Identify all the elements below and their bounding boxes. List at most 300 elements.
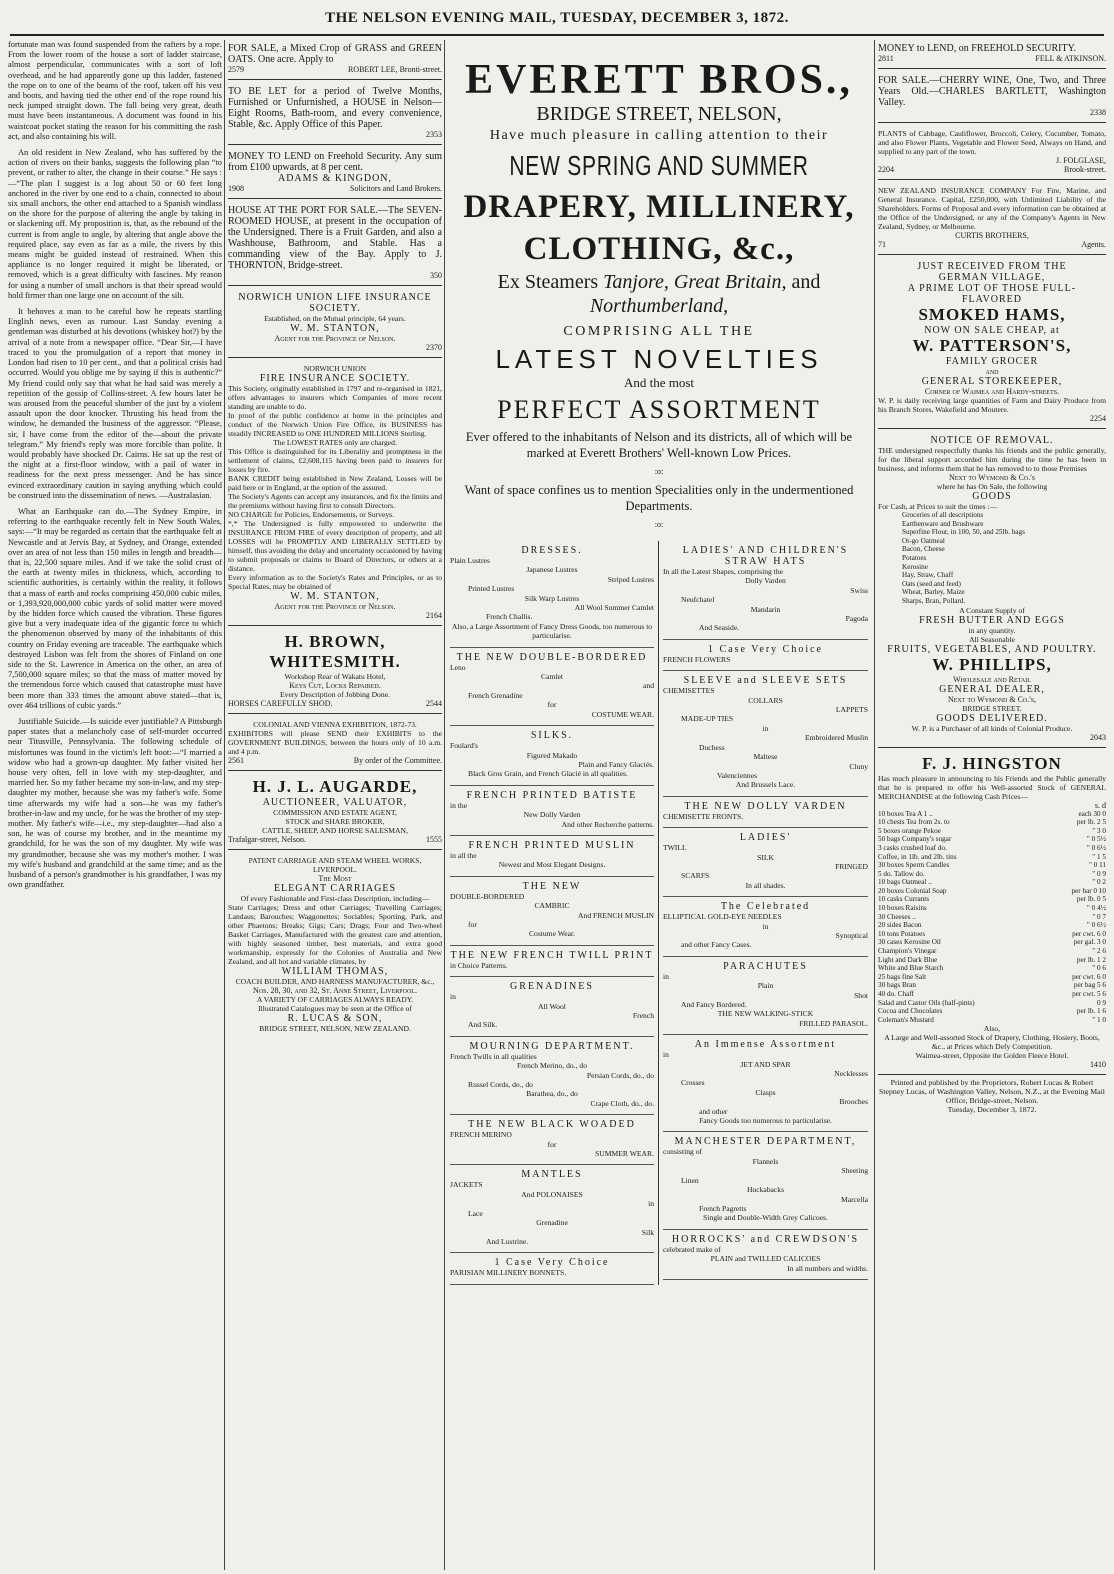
department-item: Foulard's xyxy=(450,741,478,751)
department-item: FRENCH MERINO xyxy=(450,1130,512,1140)
price-value: per cwt. 6 0 xyxy=(1072,972,1106,981)
department-heading: THE NEW FRENCH TWILL PRINT xyxy=(450,949,654,961)
price-row xyxy=(878,990,1106,999)
department-item: CAMBRIC xyxy=(534,901,570,911)
price-item: 40 do. Chaff xyxy=(878,990,915,998)
advert-number: 2561 xyxy=(228,756,244,765)
department-heading: The Celebrated xyxy=(720,901,811,913)
advert-role: GENERAL DEALER, xyxy=(939,683,1045,695)
advert-patterson xyxy=(878,258,1106,429)
advert-heading: NEW SPRING AND SUMMER xyxy=(509,150,809,181)
department-item: Linen xyxy=(681,1175,699,1185)
department-item: Barathea, do., do xyxy=(526,1089,578,1099)
advert-title: NORWICH UNION xyxy=(303,364,367,373)
goods-item: Wheat, Barley, Maize xyxy=(902,588,965,597)
price-row xyxy=(878,810,1106,819)
goods-item: Superfine Flour, in 100, 50, and 25lb. bags xyxy=(902,528,1025,537)
advert-heading: CLOTHING, &c., xyxy=(523,231,795,267)
price-value: " 0 5½ xyxy=(1086,835,1106,844)
department-item: French Pagretts xyxy=(699,1203,747,1213)
advert-number: 2579 xyxy=(228,65,244,74)
advert-number: 2204 xyxy=(878,165,894,174)
department-item: In all numbers and widths. xyxy=(787,1263,868,1273)
advert-text: In proof of the public confidence at home in the principles and conduct of the Norwich Union Fire Office, its BUSINESS has steadily INCREASED to ONE HUNDRED MILLIONS Sterling. xyxy=(228,411,442,438)
department-item: And other Recherche patterns. xyxy=(561,819,654,829)
price-value: " 0 7 xyxy=(1092,912,1106,921)
price-row xyxy=(878,981,1106,990)
price-item: 5 boxes orange Pekoe xyxy=(878,826,941,835)
advert-text: The LOWEST RATES only are charged. xyxy=(273,438,397,447)
advert-text: GERMAN VILLAGE, xyxy=(938,272,1046,283)
department-item: All Wool Summer Camlet xyxy=(574,603,654,613)
department-item: Brooches xyxy=(839,1097,868,1107)
advert-nz-insurance xyxy=(878,183,1106,255)
department-item: PARISIAN MILLINERY BONNETS. xyxy=(450,1268,567,1278)
price-value: " 0 6½ xyxy=(1086,843,1106,852)
advert-title: FIRE INSURANCE SOCIETY. xyxy=(259,373,411,384)
advert-text: NOW ON SALE CHEAP, at xyxy=(924,325,1060,336)
advert-address: Corner of Waimea and Hardy-streets. xyxy=(924,387,1060,396)
department-item: consisting of xyxy=(663,1147,703,1157)
price-value: " 2 6 xyxy=(1092,947,1106,956)
departments xyxy=(446,541,872,1285)
price-value: " 0 2 xyxy=(1092,878,1106,887)
department-item: celebrated make of xyxy=(663,1244,721,1254)
advert-column xyxy=(228,40,442,1570)
department-item: and other Fancy Cases. xyxy=(681,940,752,950)
department-block xyxy=(450,541,654,648)
advert-text: Workshop Rear of Wakatu Hotel, xyxy=(284,672,386,681)
advert-heading: DRAPERY, MILLINERY, xyxy=(463,189,855,225)
advert-text: Wholesale and Retail xyxy=(953,674,1031,684)
department-heading: LADIES' xyxy=(739,832,792,844)
price-row xyxy=(878,887,1106,896)
article-paragraph: An old resident in New Zealand, who has suffered by the action of rivers on their banks, suggests the following plan “to prevent, or rather to alter, the change in their course.” He says :—“The plan I suggest is a log about 50 or 60 feet long anchored in the river by one end to a chain, connected to about six small anchors, the other end attached to a Spanish windlass on the shore for the purpose of altering the angle by taking in or slackening off. My proposition is, that, as the rebound of the current is from angle to angle, by altering that angle above the required place, say even as far as a mile, the rivers by this means might be guided instead of restrained. When this appliance is no longer required it might be liberated, or removed, which is a great difficulty with fascines. My reason for using a number of small anchors is that their spread would hold firmer than one large one on account of the silt. xyxy=(8,148,222,300)
department-item: French xyxy=(632,1011,654,1020)
advert-augarde xyxy=(228,774,442,850)
department-item: Duchess xyxy=(699,742,725,752)
department-item: Silk Warp Lustres xyxy=(524,593,580,603)
advert-name: W. M. STANTON, xyxy=(290,323,380,334)
department-item: And Silk. xyxy=(468,1020,498,1030)
department-item: for xyxy=(468,919,477,929)
advert-title: ELEGANT CARRIAGES xyxy=(273,883,397,894)
advert-text: Every information as to the Society's Rates and Principles, or as to Special Rates, may be obtained of xyxy=(228,573,442,591)
advert-text: A PRIME LOT OF THOSE FULL-FLAVORED xyxy=(907,283,1077,305)
department-item: in the xyxy=(450,800,468,810)
advert-text: and xyxy=(985,367,999,376)
department-block xyxy=(663,1230,868,1280)
advert-title: PATENT CARRIAGE AND STEAM WHEEL WORKS, LIVERPOOL. xyxy=(248,856,422,874)
column-divider xyxy=(874,40,875,1570)
price-row xyxy=(878,844,1106,853)
department-heading: DRESSES. xyxy=(521,545,583,556)
price-item: 10 tons Potatoes xyxy=(878,929,926,938)
department-block xyxy=(450,648,654,726)
department-item: ELLIPTICAL GOLD-EYE NEEDLES xyxy=(663,912,782,922)
advert-name: R. LUCAS & SON, xyxy=(287,1013,383,1024)
department-item: Maltese xyxy=(753,752,778,762)
department-item: Pagoda xyxy=(845,614,868,624)
price-value: " 1 0 xyxy=(1092,1015,1106,1024)
price-item: 20 boxes Colonial Soap xyxy=(878,886,947,895)
departments-right xyxy=(659,541,872,1285)
advert-number: 2254 xyxy=(1090,414,1106,423)
advert-heading: PERFECT ASSORTMENT xyxy=(497,395,821,424)
advert-text: All Seasonable xyxy=(969,634,1015,644)
department-item: in Choice Patterns. xyxy=(450,960,508,970)
department-item: FRINGED xyxy=(835,861,868,871)
department-item: And Fancy Bordered. xyxy=(681,1000,747,1009)
ornament: :o: xyxy=(654,467,664,476)
advert-text: Illustrated Catalogues may be seen at the Office of xyxy=(258,1004,412,1013)
imprint-date: Tuesday, December 3, 1872. xyxy=(947,1105,1037,1115)
advert-text: A VARIETY OF CARRIAGES ALWAYS READY. xyxy=(256,995,414,1004)
article-paragraph: Justifiable Suicide.—Is suicide ever justifiable? A Pittsburgh paper states that a melancholy case of self-murder occurred near Titusville, Pennsylvania. The following schedule of misfortunes was found in the victim's left boot:—“I married a widow who had a grown-up daughter. My father visited her house very often, fell in love with my step-daughter, and married her. So my father became my son-in-law, and my step-daughter my mother, because she was my father's wife. Some time afterwards my wife had a son—he was my father's brother-in-law and my uncle, for he was the brother of my step-mother. My father's wife—i.e., my step-daughter—had also a son, he was of course my brother, and in the meantime my grandchild, for he was the son of my daughter. My wife was my grandmother, because she was my mother's mother. I was my wife's husband and grandchild at the same time; and as the husband of a person's grandmother is his grandfather, I was my own grandfather. xyxy=(8,717,222,890)
advert-text: The Society's Agents can accept any insurances, and fix the limits and the premiums without having first to consult Directors. xyxy=(228,492,442,510)
advert-text: W. P. is daily receiving large quantities of Farm and Dairy Produce from his Branch Stores, Wakefield and Moutere. xyxy=(878,396,1106,414)
price-item: White and Blue Starch xyxy=(878,964,944,973)
price-item: 5 do. Tallow do. xyxy=(878,869,925,878)
advert-text: Next to Wymond & Co.'s xyxy=(948,473,1036,482)
price-item: Coffee, in 1lb. and 2lb. tins xyxy=(878,852,957,861)
masthead: THE NELSON EVENING MAIL, TUESDAY, DECEMBER 3, 1872. xyxy=(325,10,789,26)
advert-name: J. FOLGLASE, xyxy=(1055,156,1106,165)
department-item: And POLONAISES xyxy=(521,1189,583,1199)
price-item: 30 boxes Sperm Candles xyxy=(878,861,950,870)
price-value: per cwt. 6 0 xyxy=(1072,929,1106,938)
advert-text: THE undersigned respectfully thanks his friends and the public generally, for the liberal support accorded him during the time he has been in business, and informs them that he has removed to to those Premises xyxy=(878,446,1106,473)
department-item: Clasps xyxy=(755,1087,776,1097)
column-divider xyxy=(224,40,225,1570)
advert-address: BRIDGE STREET, NELSON, xyxy=(536,103,782,125)
department-item: Japanese Lustres xyxy=(526,565,578,575)
department-block xyxy=(450,977,654,1037)
goods-item: Potatoes xyxy=(902,553,927,562)
department-item: JACKETS xyxy=(450,1180,483,1190)
price-value: per lb. 1 2 xyxy=(1076,955,1106,964)
advert-column xyxy=(878,40,1106,1570)
price-row xyxy=(878,1016,1106,1025)
advert-number: 71 xyxy=(878,240,886,249)
price-row xyxy=(878,835,1106,844)
advert-title: NOTICE OF REMOVAL. xyxy=(930,435,1054,446)
price-value: " 3 0 xyxy=(1092,826,1106,835)
price-item: 10 boxes Tea A 1 .. xyxy=(878,809,933,818)
advert-text: A Constant Supply of xyxy=(959,605,1025,615)
department-item: in xyxy=(663,1050,669,1060)
advert-title: NORWICH UNION LIFE INSURANCE SOCIETY. xyxy=(238,292,432,314)
advert-text: By order of the Committee. xyxy=(353,756,442,765)
department-heading: 1 Case Very Choice xyxy=(708,643,823,655)
advert-text: This Office is distinguished for its Liberality and promptness in the settlement of claims, £2,608,115 having been paid to insurers for losses by fire. xyxy=(228,447,442,474)
department-heading: PARACHUTES xyxy=(723,960,808,972)
advert-money-to-lend xyxy=(228,148,442,199)
department-item: JET AND SPAR xyxy=(740,1059,791,1069)
advert-number: 2043 xyxy=(1090,732,1106,742)
department-item: in all the xyxy=(450,850,477,860)
advert-text: where he has On Sale, the following xyxy=(936,482,1048,491)
price-row xyxy=(878,895,1106,904)
advert-text: HORSES CAREFULLY SHOD. xyxy=(228,699,333,708)
department-item: Fancy Goods too numerous to particularise. xyxy=(699,1116,832,1126)
department-item: All Wool xyxy=(538,1001,566,1011)
price-item: Cocoa and Chocolates xyxy=(878,1007,943,1016)
advert-address: Next to Wymond & Co.'s, xyxy=(947,694,1037,704)
department-heading: An Immense Assortment xyxy=(694,1039,837,1051)
advert-text: This Society, originally established in 1797 and re-organised in 1821, offers advantages to insurers which Companies of more recent standing are unable to do. xyxy=(228,384,442,411)
advert-text: PLANTS of Cabbage, Cauliflower, Broccoli, Celery, Cucumber, Tomato, and also Flower Plants, Vegetable and Flower Seed, Always on Hand, and supplied to any part of the town. xyxy=(878,129,1106,156)
article-paragraph: What an Earthquake can do.—The Sydney Empire, in referring to the earthquake recently felt in New South Wales, says:—“It may be regarded as certain that the earthquake felt at Newcastle and at Jervis Bay, at Sydney, and Orange, extended over an area of not less than 150 miles in length and breadth—that is, 22,500 square miles. And if we take the solid crust of the earth at twenty miles in thickness, which, according to scientific authorities, is certainly within the reality, it follows that a mass of earth and rocks comprising 450,000 cubic miles, or 1,393,920,000,000 cubic yards of solid matter were moved by the hidden force which caused the vibration. These figures give but a very inadequate idea of the gigantic force to which the phenomenon observed by many of the inhabitants of this country on Friday evening are traceable. The earthquake which destroyed Lisbon was felt from the shores of Finland on one side to the St. Lawrence in America on the other, an area of 7,500,000 square miles; so that the mass of matter moved by the tremendous force which caused that catastrophe must have been more than 333 times the amount above stated—that is, over 464 trillions of cubic yards.” xyxy=(8,506,222,710)
advert-name: FELL & ATKINSON. xyxy=(1035,54,1106,63)
department-block xyxy=(663,1132,868,1229)
department-item: FRENCH FLOWERS xyxy=(663,654,731,664)
price-item: Champion's Vinegar xyxy=(878,947,937,956)
department-heading: HORROCKS' and CREWDSON'S xyxy=(671,1233,860,1245)
department-block xyxy=(663,828,868,897)
price-item: 3 casks crushed loaf do. xyxy=(878,843,947,852)
advert-money-to-lend xyxy=(878,40,1106,69)
department-item: COSTUME WEAR. xyxy=(591,709,654,719)
price-item: 10 chests Tea from 2s. to xyxy=(878,818,950,827)
department-item: Synoptical xyxy=(835,930,868,940)
department-heading: FRENCH PRINTED BATISTE xyxy=(466,789,638,801)
department-item: Necklesses xyxy=(834,1069,868,1079)
ship-names: Northumberland, xyxy=(589,295,729,317)
department-item: Leno xyxy=(450,662,466,672)
price-item: 10 boxes Raisins xyxy=(878,904,927,913)
department-item: New Dolly Varden xyxy=(523,810,581,820)
advert-carriages xyxy=(228,853,442,1038)
department-heading: MANTLES xyxy=(521,1169,583,1181)
advert-name: W. M. STANTON, xyxy=(290,591,380,602)
department-block xyxy=(450,726,654,786)
department-heading: THE NEW DOUBLE-BORDERED xyxy=(456,651,648,663)
advert-text: For Cash, at Prices to suit the times :— xyxy=(878,502,998,511)
price-value: per lb. 2 5 xyxy=(1076,818,1106,827)
department-item: THE NEW WALKING-STICK xyxy=(717,1009,814,1019)
department-item: Costume Wear. xyxy=(528,929,576,939)
department-item: Plain xyxy=(757,981,774,991)
advert-text: GOODS DELIVERED. xyxy=(936,712,1048,724)
department-item: MADE-UP TIES xyxy=(681,714,734,724)
imprint-text: Printed and published by the Proprietors, Robert Lucas & Robert Stepney Lucas, of Washington Valley, Nelson, N.Z., at the Evening Mail Office, Bridge-street, Nelson. xyxy=(879,1078,1105,1106)
advert-notice-of-removal xyxy=(878,432,1106,748)
goods-item: Kerosine xyxy=(902,562,928,571)
department-heading: SILKS. xyxy=(530,730,574,742)
advert-number: 2370 xyxy=(426,343,442,352)
advert-text: W. P. is a Purchaser of all kinds of Colonial Produce. xyxy=(911,723,1073,733)
advert-number: 1410 xyxy=(1090,1060,1106,1070)
advert-text: The Most xyxy=(318,874,352,883)
article-paragraph: fortunate man was found suspended from the rafters by a rope. From the lower room of the house a sort of ladder staircase, almost perpendicular, communicates with a sort of loft overhead, and he had apparently gone up this ladder, fastened the rope on to one of the beams of the roof, taken off his vest and boots, and having tied the other end of the rope round his neck jumped straight down. The fall being very great, death must have been instantaneous. A document was found in his waistcoat pocket stating the reason for his committing the rash act, and also containing his will. xyxy=(8,40,222,141)
price-row xyxy=(878,913,1106,922)
advert-number: 2544 xyxy=(426,699,442,708)
advert-title: H. BROWN, WHITESMITH. xyxy=(269,632,401,671)
advert-text xyxy=(446,270,872,318)
department-item: And Brussels Lace. xyxy=(735,780,796,790)
department-item: and xyxy=(643,681,654,691)
advert-text: Established, on the Mutual principle, 64 years. xyxy=(264,314,406,323)
department-item: Grenadine xyxy=(536,1218,568,1228)
department-item: Valenciennes xyxy=(717,770,758,780)
advert-text: in any quantity. xyxy=(968,625,1016,635)
department-block xyxy=(450,946,654,977)
department-heading: SLEEVE and SLEEVE SETS xyxy=(683,675,848,687)
department-item: Single and Double-Width Grey Calicoes. xyxy=(703,1213,828,1223)
department-item: TWILL xyxy=(663,843,687,853)
advert-norwich-fire xyxy=(228,361,442,626)
department-item: Marcella xyxy=(841,1194,868,1204)
department-block xyxy=(450,1037,654,1115)
department-item: CHEMISETTES xyxy=(663,686,715,696)
price-item: Salad and Castor Oils (half-pints) xyxy=(878,998,975,1007)
advert-whitesmith xyxy=(228,629,442,714)
advert-text: Also, xyxy=(983,1024,1001,1034)
advert-address: Waimea-street, Opposite the Golden Fleece Hotel. xyxy=(915,1051,1069,1061)
price-row xyxy=(878,1007,1106,1016)
advert-title: EVERETT BROS., xyxy=(465,57,853,103)
price-row xyxy=(878,870,1106,879)
price-item: 50 bags Company's sugar xyxy=(878,835,952,844)
news-column xyxy=(8,40,222,1570)
price-row xyxy=(878,818,1106,827)
department-item: In all shades. xyxy=(745,880,786,890)
advert-heading: LATEST NOVELTIES xyxy=(495,344,823,374)
department-item: in xyxy=(762,921,769,931)
advert-text: HOUSE AT THE PORT FOR SALE.—The SEVEN-ROOMED HOUSE, at present in the occupation of the Undersigned. There is a Fruit Garden, and also a Washhouse, Bathroom, and Stable. Has a commanding view of the Bay. Apply to J. THORNTON, Bridge-street. xyxy=(228,205,442,271)
department-item: FRILLED PARASOL. xyxy=(799,1018,868,1028)
advert-heading: FRUITS, VEGETABLES, AND POULTRY. xyxy=(887,643,1097,655)
department-item: Sheeting xyxy=(841,1166,868,1176)
ornament: :o: xyxy=(654,520,664,529)
price-row xyxy=(878,964,1106,973)
department-heading: GRENADINES xyxy=(510,981,594,993)
price-item: Coleman's Mustard xyxy=(878,1015,934,1024)
advert-name: W. PATTERSON'S, xyxy=(912,336,1072,355)
department-item: in xyxy=(450,992,456,1002)
advert-number: 350 xyxy=(430,271,442,280)
department-item: Also, a Large Assortment of Fancy Dress Goods, too numerous to particularise. xyxy=(451,621,653,641)
department-item: In all the Latest Shapes, comprising the xyxy=(663,567,783,576)
advert-role: Solicitors and Land Brokers. xyxy=(350,184,442,193)
department-block xyxy=(663,797,868,828)
advert-house-for-sale xyxy=(228,202,442,286)
advert-text: Keys Cut, Locks Repaired. xyxy=(289,681,381,690)
department-item: COLLARS xyxy=(748,695,783,705)
advert-exhibition xyxy=(228,717,442,771)
department-heading: FRENCH PRINTED MUSLIN xyxy=(468,839,636,851)
department-item: LAPPETS xyxy=(835,705,868,715)
price-item: 10 casks Currants xyxy=(878,895,930,904)
department-heading: THE NEW BLACK WOADED xyxy=(468,1119,636,1131)
department-block xyxy=(663,541,868,640)
advert-text: *,* The Undersigned is fully empowered to underwrite the INSURANCE FROM FIRE of every description of property, and all LOSSES will be PROMPTLY AND LIBERALLY SETTLED by himself, thus avoiding the delay and uncertainty occasioned by having to submit proposals or claims to Board of Directors, or others at a distance. xyxy=(228,519,442,573)
price-item: 25 bags fine Salt xyxy=(878,972,927,981)
everett-bros-advert xyxy=(446,40,872,1570)
price-row xyxy=(878,938,1106,947)
department-heading: LADIES' AND CHILDREN'S STRAW HATS xyxy=(682,545,849,567)
goods-item: Oats (seed and feed) xyxy=(902,579,961,588)
department-item: SCARFS xyxy=(681,871,710,881)
advert-text: AUCTIONEER, VALUATOR, xyxy=(262,797,408,808)
imprint xyxy=(878,1078,1106,1114)
price-value: per lb. 0 5 xyxy=(1076,895,1106,904)
advert-text: Every Description of Jobbing Done. xyxy=(280,690,390,699)
department-item: in xyxy=(762,723,769,733)
department-item: Mandarin xyxy=(750,604,781,614)
advert-text: and xyxy=(791,271,821,293)
advert-text: Ever offered to the inhabitants of Nelson and its districts, all of which will be marked at Everett Brothers' Well-known Low Prices. xyxy=(465,430,853,460)
department-item: Black Gros Grain, and French Glacié in all qualities. xyxy=(468,769,628,779)
advert-text: TO BE LET for a period of Twelve Months, Furnished or Unfurnished, a HOUSE in Nelson—Eight Rooms, Bath-room, and every convenience, Stable, &c. Apply Office of this Paper. xyxy=(228,86,442,130)
department-item: DOUBLE-BORDERED xyxy=(450,891,525,901)
department-item: French Challis. xyxy=(486,612,533,622)
advert-role: FAMILY GROCER xyxy=(945,356,1039,367)
advert-text: COMMISSION AND ESTATE AGENT, xyxy=(273,808,397,817)
department-item: Flannels xyxy=(752,1156,779,1166)
advert-text: MONEY to LEND, on FREEHOLD SECURITY. xyxy=(878,43,1077,54)
department-item: SILK xyxy=(757,852,774,862)
department-item: Plain and Fancy Glaciés. xyxy=(578,759,654,769)
advert-text: CATTLE, SHEEP, AND HORSE SALESMAN, xyxy=(262,826,408,835)
advert-text: A Large and Well-assorted Stock of Drapery, Clothing, Hosiery, Boots, &c., at Prices which Defy Competition. xyxy=(884,1033,1100,1052)
advert-name: WILLIAM THOMAS, xyxy=(281,966,389,977)
advert-name: ROBERT LEE, Bronti-street. xyxy=(347,65,442,74)
price-value: " 0 4½ xyxy=(1086,904,1106,913)
department-item: And Lustrine. xyxy=(486,1236,529,1246)
advert-text: MONEY TO LEND on Freehold Security. Any sum from £100 upwards, at 8 per cent. xyxy=(228,151,442,173)
price-row xyxy=(878,956,1106,965)
department-item: for xyxy=(547,700,557,710)
advert-text: State Carriages; Dress and other Carriages; Travelling Carriages; Landaus; Barouches; Waggonettes; Sociables; Sporting, Park, and other Phaetons; Breaks; Gigs; Cars; Drags; Four and Two-wheel Basket Carriages, Manufactured with the greatest care and attention, with highly seasoned timber, best materials, and extra good workmanship, expressly for the Colonies of Australia and New Zealand, and all hot and variable climates, by xyxy=(228,903,442,966)
article-paragraph: It behoves a man to be careful how he repeats startling English news, even as rumour. Last Sunday evening a gentleman was disturbed at his devotions (whiskey hot?) by the arrival of a note from a newspaper office. “Dear Sir,—I have traced to you the promulgation of a report that money in London had risen to 10 per cent., and that a political crisis had occurred. Would you oblige me by saying if this is authentic?” My friend could only say that what he had said was merely a repetition of the gossip of Collins-street. A few hours later he was aroused from the peaceful slumber of the just by a violent assault upon the door knocker. Thrusting his head from the window, he demanded the business of the aggressor. “Please, sir, I have come from the editor of the—about the private telegram.” My friend's reply was more forcible than polite. It would probably have shocked Dr. Cairns. He sat up the rest of the night at a first-floor window, with a pail of water in readiness for the next press messenger. And he has since evinced extraordinary caution in saying anything which could be construed into the dissemination of news. —Australasian. xyxy=(8,307,222,500)
advert-address: Trafalgar-street, Nelson. xyxy=(228,835,306,844)
department-item: Dolly Varden xyxy=(745,576,786,586)
price-value: per bag 5 6 xyxy=(1073,981,1106,990)
price-row xyxy=(878,904,1106,913)
price-item: 30 cases Kerosine Oil xyxy=(878,938,941,947)
price-value: per bar 0 10 xyxy=(1071,886,1106,895)
advert-text: Of every Fashionable and First-class Description, including— xyxy=(240,894,430,903)
goods-item: Groceries of all descriptions xyxy=(902,511,984,519)
price-value: " 0 9 xyxy=(1092,869,1106,878)
advert-text: FOR SALE.—CHERRY WINE, One, Two, and Three Years Old.—CHARLES BARTLETT, Washington Valley. xyxy=(878,75,1106,108)
price-row xyxy=(878,930,1106,939)
department-item: Striped Lustres xyxy=(607,574,654,584)
department-item: PLAIN and TWILLED CALICOES xyxy=(710,1254,821,1264)
department-item: Shot xyxy=(854,990,868,1000)
advert-name: ADAMS & KINGDON, xyxy=(277,173,393,184)
advert-text: Has much pleasure in announcing to his Friends and the Public generally that he is prepared to offer his Well-assorted Stock of GENERAL MERCHANDISE at the following Cash Prices— xyxy=(878,773,1106,801)
advert-plants xyxy=(878,126,1106,180)
price-row xyxy=(878,999,1106,1008)
advert-address: Brook-street. xyxy=(1064,165,1106,174)
department-item: Embroidered Muslin xyxy=(804,733,868,743)
advert-number: 2353 xyxy=(426,130,442,139)
price-value: 0 9 xyxy=(1097,998,1106,1007)
advert-number: 2338 xyxy=(1090,108,1106,117)
department-item: Cluny xyxy=(849,761,868,771)
advert-text: JUST RECEIVED FROM THE xyxy=(917,261,1067,272)
advert-text: NEW ZEALAND INSURANCE COMPANY For Fire, Marine, and General Insurance. Capital, £250,000, with Unlimited Liability of the Shareholders. Forms of Proposal and every information can be obtained at the Office of the Undersigned, or any of the Company's Agents in New Zealand, Sydney, or Melbourne. xyxy=(878,186,1106,231)
advert-norwich-life xyxy=(228,289,442,358)
advert-cherry-wine xyxy=(878,72,1106,123)
advert-number: 1555 xyxy=(426,835,442,844)
goods-item: Hay, Straw, Chaff xyxy=(902,571,954,580)
advert-text: STOCK and SHARE BROKER, xyxy=(285,817,385,826)
department-item: Plain Lustres xyxy=(450,556,490,565)
